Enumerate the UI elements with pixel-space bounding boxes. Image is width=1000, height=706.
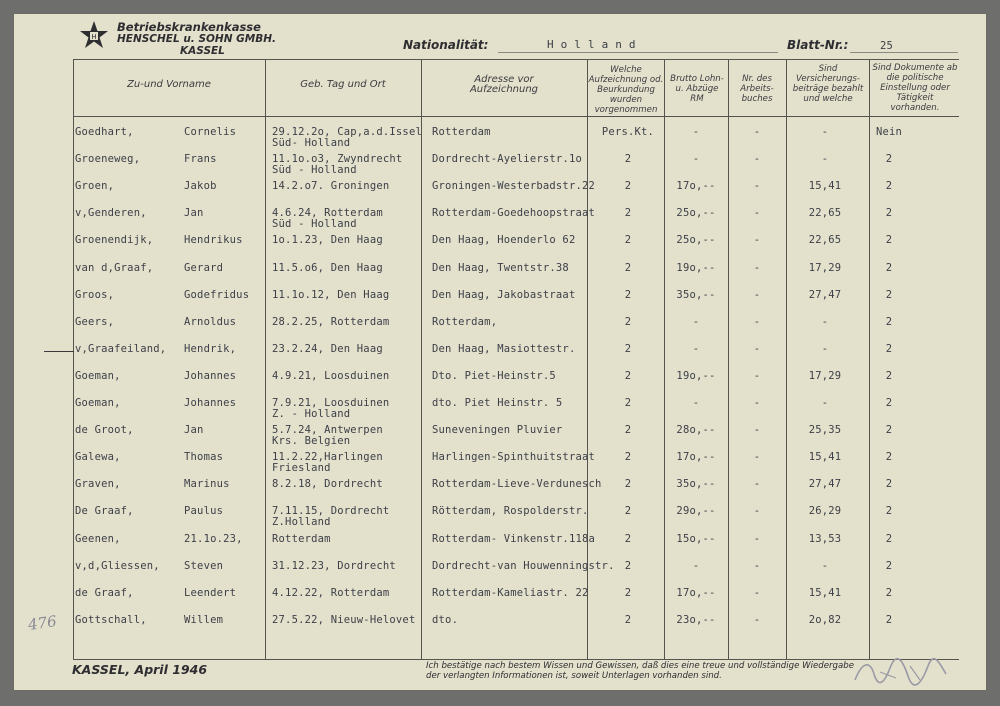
cell-address: Dordrecht-van Houwenningstr. [432, 559, 615, 572]
cell-first: Hendrikus [184, 234, 243, 247]
cell-address: Rotterdam [432, 126, 491, 138]
header-birth: Geb. Tag und Ort [300, 79, 386, 90]
cell-docs: 2 [624, 559, 632, 572]
cell-wage: 35o,-- [676, 478, 716, 491]
cell-book: - [753, 559, 761, 572]
cell-birth: 28.2.25, Rotterdam [272, 315, 390, 328]
cell-pol: 2 [885, 397, 893, 409]
cell-docs: 2 [624, 153, 632, 166]
cell-pol: 2 [885, 478, 893, 491]
cell-last: De Graaf, [75, 505, 134, 518]
cell-pol: 2 [885, 234, 893, 247]
cell-book: - [753, 261, 761, 274]
cell-ins: - [821, 397, 829, 409]
cell-wage: 25o,-- [676, 207, 716, 220]
cell-pol: 2 [885, 505, 893, 518]
cell-book: - [753, 369, 761, 382]
cell-ins: 27,47 [808, 478, 842, 491]
cell-first: Gerard [184, 261, 224, 274]
place-date: KASSEL, April 1946 [72, 662, 208, 677]
cell-pol: 2 [885, 288, 893, 301]
cell-first: Marinus [184, 478, 230, 491]
cell-birth: 23.2.24, Den Haag [272, 342, 383, 355]
cell-address: Rotterdam, [432, 315, 498, 328]
cell-ins: - [821, 153, 829, 166]
cell-pol: 2 [885, 369, 893, 382]
cell-last: Geers, [75, 315, 115, 328]
cell-address: Dto. Piet-Heinstr.5 [432, 369, 556, 382]
cell-last: Goeman, [75, 397, 121, 409]
cell-book: - [753, 451, 761, 464]
cell-pol: 2 [885, 532, 893, 545]
cell-wage: 28o,-- [676, 424, 716, 437]
cell-wage: - [692, 315, 700, 328]
header-book: Nr. des Arbeits-buches [740, 74, 774, 104]
cell-docs: 2 [624, 315, 632, 328]
cell-docs: 2 [624, 180, 632, 193]
cell-first: Johannes [184, 397, 237, 409]
sheet-label: Blatt-Nr.: [787, 38, 849, 52]
cell-ins: 17,29 [808, 369, 842, 382]
cell-book: - [753, 288, 761, 301]
cell-last: Groos, [75, 288, 115, 301]
cell-birth-region: Krs. Belgien [272, 435, 351, 448]
cell-pol: Nein [875, 126, 903, 138]
cell-wage: - [692, 153, 700, 166]
cell-last: Goedhart, [75, 126, 134, 138]
cell-docs: 2 [624, 613, 632, 626]
cell-ins: 22,65 [808, 207, 842, 220]
company-line3: KASSEL [180, 45, 225, 57]
cell-ins: 13,53 [808, 532, 842, 545]
cell-birth: 5.7.24, Antwerpen [272, 424, 383, 437]
cell-address: Rötterdam, Rospolderstr. [432, 505, 589, 518]
cell-last: Graven, [75, 478, 121, 491]
cell-docs: 2 [624, 342, 632, 355]
cell-docs: 2 [624, 505, 632, 518]
cell-first: Frans [184, 153, 217, 166]
cell-address: Rotterdam-Lieve-Verdunesch [432, 478, 602, 491]
header-wage: Brutto Lohn- u. Abzüge RM [670, 74, 724, 104]
cell-birth: 7.9.21, Loosduinen [272, 397, 390, 409]
header-documents: Welche Aufzeichnung od. Beurkundung wurden vorgenommen [588, 65, 664, 115]
header-political: Sind Dokumente ab die politische Einstellung oder Tätigkeit vorhanden. [872, 63, 958, 113]
cell-wage: 25o,-- [676, 234, 716, 247]
cell-wage: 17o,-- [676, 586, 716, 599]
cell-book: - [753, 505, 761, 518]
cell-book: - [753, 207, 761, 220]
cell-pol: 2 [885, 559, 893, 572]
cell-wage: 15o,-- [676, 532, 716, 545]
cell-last: v,Graafeiland, [75, 342, 167, 355]
cell-address: Den Haag, Jakobastraat [432, 288, 576, 301]
cell-book: - [753, 153, 761, 166]
header-address: Adresse vor Aufzeichnung [469, 74, 539, 95]
cell-first: Cornelis [184, 126, 237, 138]
cell-birth: 11.1o.12, Den Haag [272, 288, 390, 301]
cell-birth-region: Z.Holland [272, 516, 331, 529]
nationality-value: H o l l a n d [547, 38, 636, 51]
henschel-star-logo [78, 20, 110, 52]
cell-book: - [753, 478, 761, 491]
cell-book: - [753, 586, 761, 599]
cell-pol: 2 [885, 315, 893, 328]
cell-wage: - [692, 342, 700, 355]
cell-birth: 4.6.24, Rotterdam [272, 207, 383, 220]
cell-birth-region: Friesland [272, 462, 331, 475]
cell-first: Arnoldus [184, 315, 237, 328]
cell-ins: 27,47 [808, 288, 842, 301]
cell-first: Johannes [184, 369, 237, 382]
cell-docs: 2 [624, 397, 632, 409]
cell-birth: 11.2.22,Harlingen [272, 451, 383, 464]
cell-wage: - [692, 126, 700, 138]
margin-note: 476 [26, 612, 58, 634]
cell-last: de Groot, [75, 424, 134, 437]
cell-book: - [753, 180, 761, 193]
cell-birth: 4.12.22, Rotterdam [272, 586, 390, 599]
cell-ins: - [821, 342, 829, 355]
header-name: Zu-und Vorname [127, 79, 211, 90]
cell-last: v,d,Gliessen, [75, 559, 160, 572]
cell-first: 21.1o.23, [184, 532, 243, 545]
cell-birth: 27.5.22, Nieuw-Helovet [272, 613, 416, 626]
cell-ins: - [821, 315, 829, 328]
cell-birth-region: Süd - Holland [272, 218, 357, 231]
cell-book: - [753, 424, 761, 437]
cell-birth: 29.12.2o, Cap,a.d.Issel [272, 126, 422, 138]
cell-book: - [753, 315, 761, 328]
cell-pol: 2 [885, 342, 893, 355]
cell-birth: Rotterdam [272, 532, 331, 545]
cell-book: - [753, 342, 761, 355]
cell-birth: 14.2.o7. Groningen [272, 180, 390, 193]
cell-wage: 17o,-- [676, 451, 716, 464]
cell-address: Dordrecht-Ayelierstr.1o [432, 153, 582, 166]
cell-ins: - [821, 126, 829, 138]
cell-first: Thomas [184, 451, 224, 464]
cell-last: van d,Graaf, [75, 261, 154, 274]
cell-last: de Graaf, [75, 586, 134, 599]
cell-birth-region: Z. - Holland [272, 408, 351, 420]
cell-address: Groningen-Westerbadstr.22 [432, 180, 596, 193]
signature-scrawl [850, 654, 950, 688]
cell-docs: 2 [624, 586, 632, 599]
cell-address: Rotterdam-Kameliastr. 22 [432, 586, 589, 599]
cell-pol: 2 [885, 261, 893, 274]
cell-address: Den Haag, Twentstr.38 [432, 261, 569, 274]
cell-last: Galewa, [75, 451, 121, 464]
cell-first: Leendert [184, 586, 237, 599]
cell-ins: 25,35 [808, 424, 842, 437]
cell-last: Geenen, [75, 532, 121, 545]
cell-docs: 2 [624, 288, 632, 301]
cell-pol: 2 [885, 180, 893, 193]
cell-docs: 2 [624, 207, 632, 220]
cell-wage: 17o,-- [676, 180, 716, 193]
cell-last: Gottschall, [75, 613, 147, 626]
cell-birth: 4.9.21, Loosduinen [272, 369, 390, 382]
cell-pol: 2 [885, 153, 893, 166]
cell-last: Groenendijk, [75, 234, 154, 247]
cell-docs: 2 [624, 532, 632, 545]
cell-address: dto. [432, 613, 459, 626]
cell-address: Rotterdam- Vinkenstr.118a [432, 532, 596, 545]
cell-first: Jakob [184, 180, 217, 193]
cell-first: Steven [184, 559, 224, 572]
cell-birth: 31.12.23, Dordrecht [272, 559, 396, 572]
cell-birth: 11.5.o6, Den Haag [272, 261, 383, 274]
company-line1: Betriebskrankenkasse [117, 20, 261, 34]
cell-docs: 2 [624, 478, 632, 491]
sheet-value: 25 [880, 40, 894, 52]
cell-wage: 23o,-- [676, 613, 716, 626]
cell-wage: 19o,-- [676, 261, 716, 274]
cell-pol: 2 [885, 207, 893, 220]
cell-address: Den Haag, Hoenderlo 62 [432, 234, 576, 247]
cell-book: - [753, 126, 761, 138]
cell-last: v,Genderen, [75, 207, 147, 220]
cell-last: Groeneweg, [75, 153, 141, 166]
cell-first: Godefridus [184, 288, 250, 301]
cell-pol: 2 [885, 586, 893, 599]
cell-birth: 7.11.15, Dordrecht [272, 505, 390, 518]
cell-first: Hendrik, [184, 342, 237, 355]
cell-wage: - [692, 397, 700, 409]
cell-address: Rotterdam-Goedehoopstraat [432, 207, 596, 220]
cell-birth-region: Süd - Holland [272, 164, 357, 177]
cell-first: Willem [184, 613, 224, 626]
declaration-line2: der verlangten Informationen ist, soweit Unterlagen vorhanden sind. [426, 671, 722, 681]
cell-book: - [753, 613, 761, 626]
cell-ins: 15,41 [808, 586, 842, 599]
header-insurance: Sind Versicherungs-beiträge bezahlt und welche [792, 64, 864, 104]
cell-pol: 2 [885, 613, 893, 626]
cell-book: - [753, 234, 761, 247]
cell-address: Harlingen-Spinthuitstraat [432, 451, 596, 464]
cell-address: Den Haag, Masiottestr. [432, 342, 576, 355]
nationality-label: Nationalität: [403, 38, 489, 52]
cell-wage: 19o,-- [676, 369, 716, 382]
cell-book: - [753, 532, 761, 545]
cell-ins: 17,29 [808, 261, 842, 274]
cell-birth: 1o.1.23, Den Haag [272, 234, 383, 247]
cell-docs: 2 [624, 369, 632, 382]
cell-first: Jan [184, 207, 204, 220]
cell-ins: 22,65 [808, 234, 842, 247]
cell-birth-region: Süd- Holland [272, 137, 351, 149]
cell-ins: - [821, 559, 829, 572]
cell-pol: 2 [885, 451, 893, 464]
cell-pol: 2 [885, 424, 893, 437]
cell-ins: 15,41 [808, 180, 842, 193]
cell-wage: 29o,-- [676, 505, 716, 518]
cell-birth: 11.1o.o3, Zwyndrecht [272, 153, 403, 166]
cell-book: - [753, 397, 761, 409]
cell-wage: 35o,-- [676, 288, 716, 301]
cell-docs: 2 [624, 234, 632, 247]
cell-last: Groen, [75, 180, 115, 193]
cell-docs: 2 [624, 261, 632, 274]
cell-last: Goeman, [75, 369, 121, 382]
declaration-line1: Ich bestätige nach bestem Wissen und Gewissen, daß dies eine treue und vollständige Wiedergabe [426, 661, 855, 671]
cell-wage: - [692, 559, 700, 572]
cell-ins: 2o,82 [808, 613, 842, 626]
cell-docs: 2 [624, 451, 632, 464]
cell-ins: 26,29 [808, 505, 842, 518]
cell-ins: 15,41 [808, 451, 842, 464]
cell-address: Suneveningen Pluvier [432, 424, 563, 437]
company-line2: HENSCHEL u. SOHN GMBH. [117, 33, 277, 45]
cell-docs: 2 [624, 424, 632, 437]
cell-docs: Pers.Kt. [601, 126, 655, 138]
cell-first: Paulus [184, 505, 224, 518]
document-card [14, 14, 986, 690]
svg-text:H: H [91, 33, 97, 41]
cell-birth: 8.2.18, Dordrecht [272, 478, 383, 491]
cell-first: Jan [184, 424, 204, 437]
cell-address: dto. Piet Heinstr. 5 [432, 397, 563, 409]
